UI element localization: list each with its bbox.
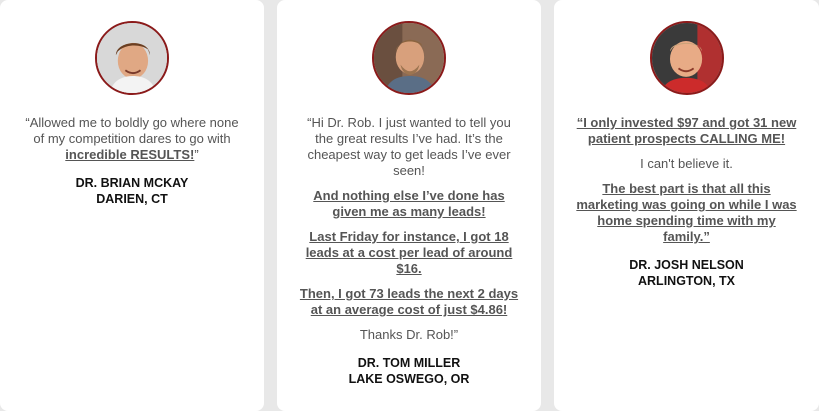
testimonial-card-1 <box>0 0 264 411</box>
testimonial-highlight-1: And nothing else I’ve done has given me as many leads! <box>313 188 505 219</box>
testimonial-card-2 <box>277 0 541 411</box>
avatar-tom-miller <box>372 21 446 95</box>
testimonial-highlight-2: Last Friday for instance, I got 18 leads at a cost per lead of around $16. <box>305 229 513 276</box>
testimonial-content-3 <box>574 115 799 289</box>
person-portrait-icon <box>97 23 167 93</box>
testimonial-closing: Thanks Dr. Rob!” <box>359 327 459 342</box>
testimonial-content-2 <box>297 115 521 387</box>
signature <box>20 175 244 207</box>
testimonial-quote <box>20 115 244 163</box>
author-location: ARLINGTON, TX <box>638 274 735 288</box>
signature <box>297 355 521 387</box>
testimonial-card-3 <box>554 0 819 411</box>
quote-highlight: incredible RESULTS! <box>65 147 195 162</box>
testimonial-highlight-1: “I only invested $97 and got 31 new patient prospects CALLING ME! <box>576 115 797 146</box>
testimonial-highlight-3: Then, I got 73 leads the next 2 days at an average cost of just $4.86! <box>299 286 519 317</box>
quote-close: ” <box>194 147 199 162</box>
person-portrait-icon <box>652 23 722 93</box>
author-location: DARIEN, CT <box>96 192 168 206</box>
signature <box>574 257 799 289</box>
testimonial-quote-intro: “Hi Dr. Rob. I just wanted to tell you the great results I’ve had. It’s the cheapest way to get leads I’ve ever seen! <box>307 115 511 178</box>
author-location: LAKE OSWEGO, OR <box>348 372 470 386</box>
person-portrait-icon <box>374 23 444 93</box>
avatar-brian-mckay <box>95 21 169 95</box>
quote-text: “Allowed me to boldly go where none of my competition dares to go with <box>25 115 239 146</box>
author-name: DR. TOM MILLER <box>357 356 461 370</box>
testimonial-middle: I can't believe it. <box>640 156 733 171</box>
author-name: DR. JOSH NELSON <box>629 258 744 272</box>
testimonial-highlight-2: The best part is that all this marketing was going on while I was home spending time with my family.” <box>576 181 797 244</box>
author-name: DR. BRIAN MCKAY <box>75 176 189 190</box>
testimonial-content-1 <box>20 115 244 207</box>
avatar-josh-nelson <box>650 21 724 95</box>
